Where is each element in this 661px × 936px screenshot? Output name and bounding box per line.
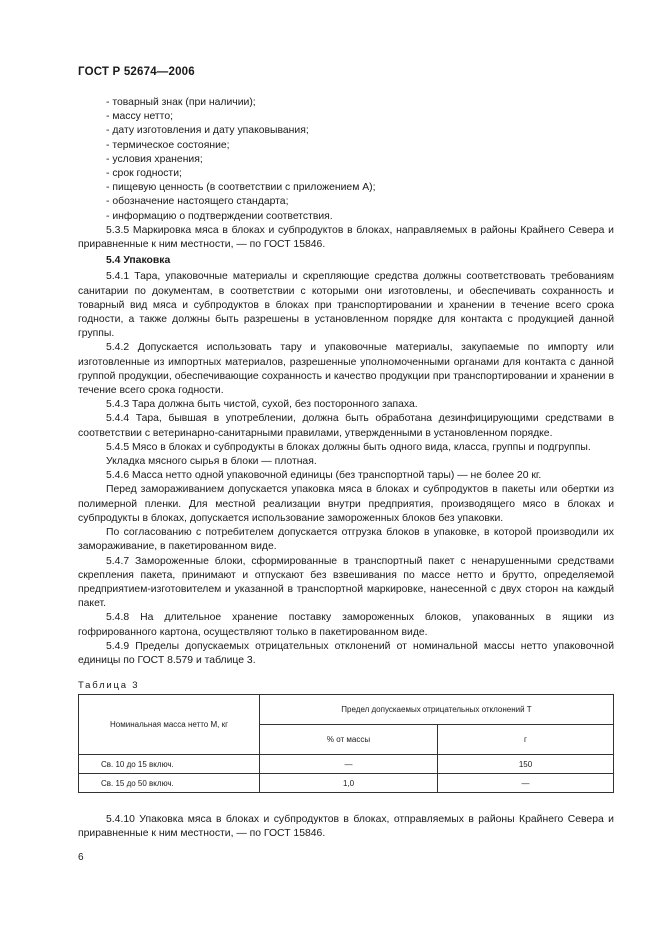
paragraph-5-4-10: 5.4.10 Упаковка мяса в блоках и субпродуктов в блоках, отправляемых в районы Крайнего Севера и приравненные к ним местности, — по ГОСТ 15846. <box>78 814 614 840</box>
table-cell-mass: Св. 15 до 50 включ. <box>79 774 260 793</box>
list-item: - товарный знак (при наличии); <box>106 96 614 110</box>
table-caption: Таблица 3 <box>78 680 140 691</box>
list-item: - массу нетто; <box>106 110 614 124</box>
table-subheader-percent: % от массы <box>260 725 438 755</box>
paragraph-5-4-9: 5.4.9 Пределы допускаемых отрицательных отклонений от номинальной массы нетто упаковочной единицы по ГОСТ 8.579 и таблице 3. <box>78 640 614 666</box>
paragraph-5-4-5-packing: Укладка мясного сырья в блоки — плотная. <box>106 456 317 468</box>
table-cell-gram: 150 <box>438 755 614 774</box>
standard-header: ГОСТ Р 52674—2006 <box>78 66 195 78</box>
table-cell-percent: 1,0 <box>260 774 438 793</box>
list-item: - пищевую ценность (в соответствии с приложением А); <box>106 181 614 195</box>
mass-tolerance-table <box>78 694 614 793</box>
paragraph-5-3-5: 5.3.5 Маркировка мяса в блоках и субпродуктов в блоках, направляемых в районы Крайнего Севера и приравненные к ним местности, — по ГОСТ 15846. <box>78 224 614 251</box>
table-header-tolerance: Предел допускаемых отрицательных отклонений Т <box>260 695 614 725</box>
paragraph-5-4-5: 5.4.5 Мясо в блоках и субпродукты в блоках должны быть одного вида, класса, группы и подгруппы. <box>106 441 591 453</box>
paragraph-5-4-2: 5.4.2 Допускается использовать тару и упаковочные материалы, закупаемые по импорту или изготовленные из импортных материалов, разрешенные уполномоченными органами для контакта с данной группой продукции, обеспечивающие сохранность и качество продукции при транспортировании и хранении в течение всего срока годности. <box>78 342 614 397</box>
table-row <box>79 755 614 774</box>
table-cell-mass: Св. 10 до 15 включ. <box>79 755 260 774</box>
paragraph-5-4-3: 5.4.3 Тара должна быть чистой, сухой, без посторонного запаха. <box>106 399 418 411</box>
list-item: - обозначение настоящего стандарта; <box>106 195 614 209</box>
paragraph-5-4-6-shipping: По согласованию с потребителем допускается отгрузка блоков в упаковке, в которой производили их замораживание, в пакетированном виде. <box>78 527 614 553</box>
table-subheader-gram: г <box>438 725 614 755</box>
paragraph-5-4-1: 5.4.1 Тара, упаковочные материалы и скрепляющие средства должны соответствовать требованиям санитарии по документам, в соответствии с которыми они изготовлены, и обеспечивать сохранность и товарный вид мяса и субпродуктов в блоках при транспортировании и хранении в течение всего срока годности, а также должны быть разрешены в установленном порядке для контакта с продукцией данной группы. <box>78 271 614 340</box>
paragraph-5-4-4: 5.4.4 Тара, бывшая в употреблении, должна быть обработана дезинфицирующими средствами в соответствии с ветеринарно-санитарными правилами, утвержденными в установленном порядке. <box>78 413 614 439</box>
section-heading-5-4: 5.4 Упаковка <box>106 255 171 267</box>
list-item: - условия хранения; <box>106 153 614 167</box>
main-text <box>78 96 614 668</box>
table-row <box>79 774 614 793</box>
list-item: - информацию о подтверждении соответствия. <box>106 210 614 224</box>
table-cell-percent: — <box>260 755 438 774</box>
paragraph-5-4-8: 5.4.8 На длительное хранение поставку замороженных блоков, упакованных в ящики из гофрированного картона, осуществляют только в пакетированном виде. <box>78 612 614 638</box>
paragraph-5-4-6: 5.4.6 Масса нетто одной упаковочной единицы (без транспортной тары) — не более 20 кг. <box>106 470 542 482</box>
page-number: 6 <box>78 852 84 863</box>
list-item: - дату изготовления и дату упаковывания; <box>106 124 614 138</box>
tail-text <box>78 813 614 841</box>
list-item: - срок годности; <box>106 167 614 181</box>
table-cell-gram: — <box>438 774 614 793</box>
paragraph-5-4-7: 5.4.7 Замороженные блоки, сформированные в транспортный пакет с ненарушенными средствами скрепления пакета, принимают и отпускают без взвешивания по массе нетто и брутто, определяемой предприятием-изготовителем и указанной в транспортной маркировке, нанесенной с двух сторон на каждый пакет. <box>78 555 614 610</box>
marking-list <box>78 96 614 224</box>
paragraph-5-4-6-freezing: Перед замораживанием допускается упаковка мяса в блоках и субпродуктов в пакеты или обертки из полимерной пленки. Для местной реализации внутри предприятия, производящего мясо в блоках и субпродукты в блоках, допускается использование замороженных блоков без упаковки. <box>78 484 614 524</box>
table-header-mass: Номинальная масса нетто М, кг <box>79 695 260 755</box>
list-item: - термическое состояние; <box>106 139 614 153</box>
